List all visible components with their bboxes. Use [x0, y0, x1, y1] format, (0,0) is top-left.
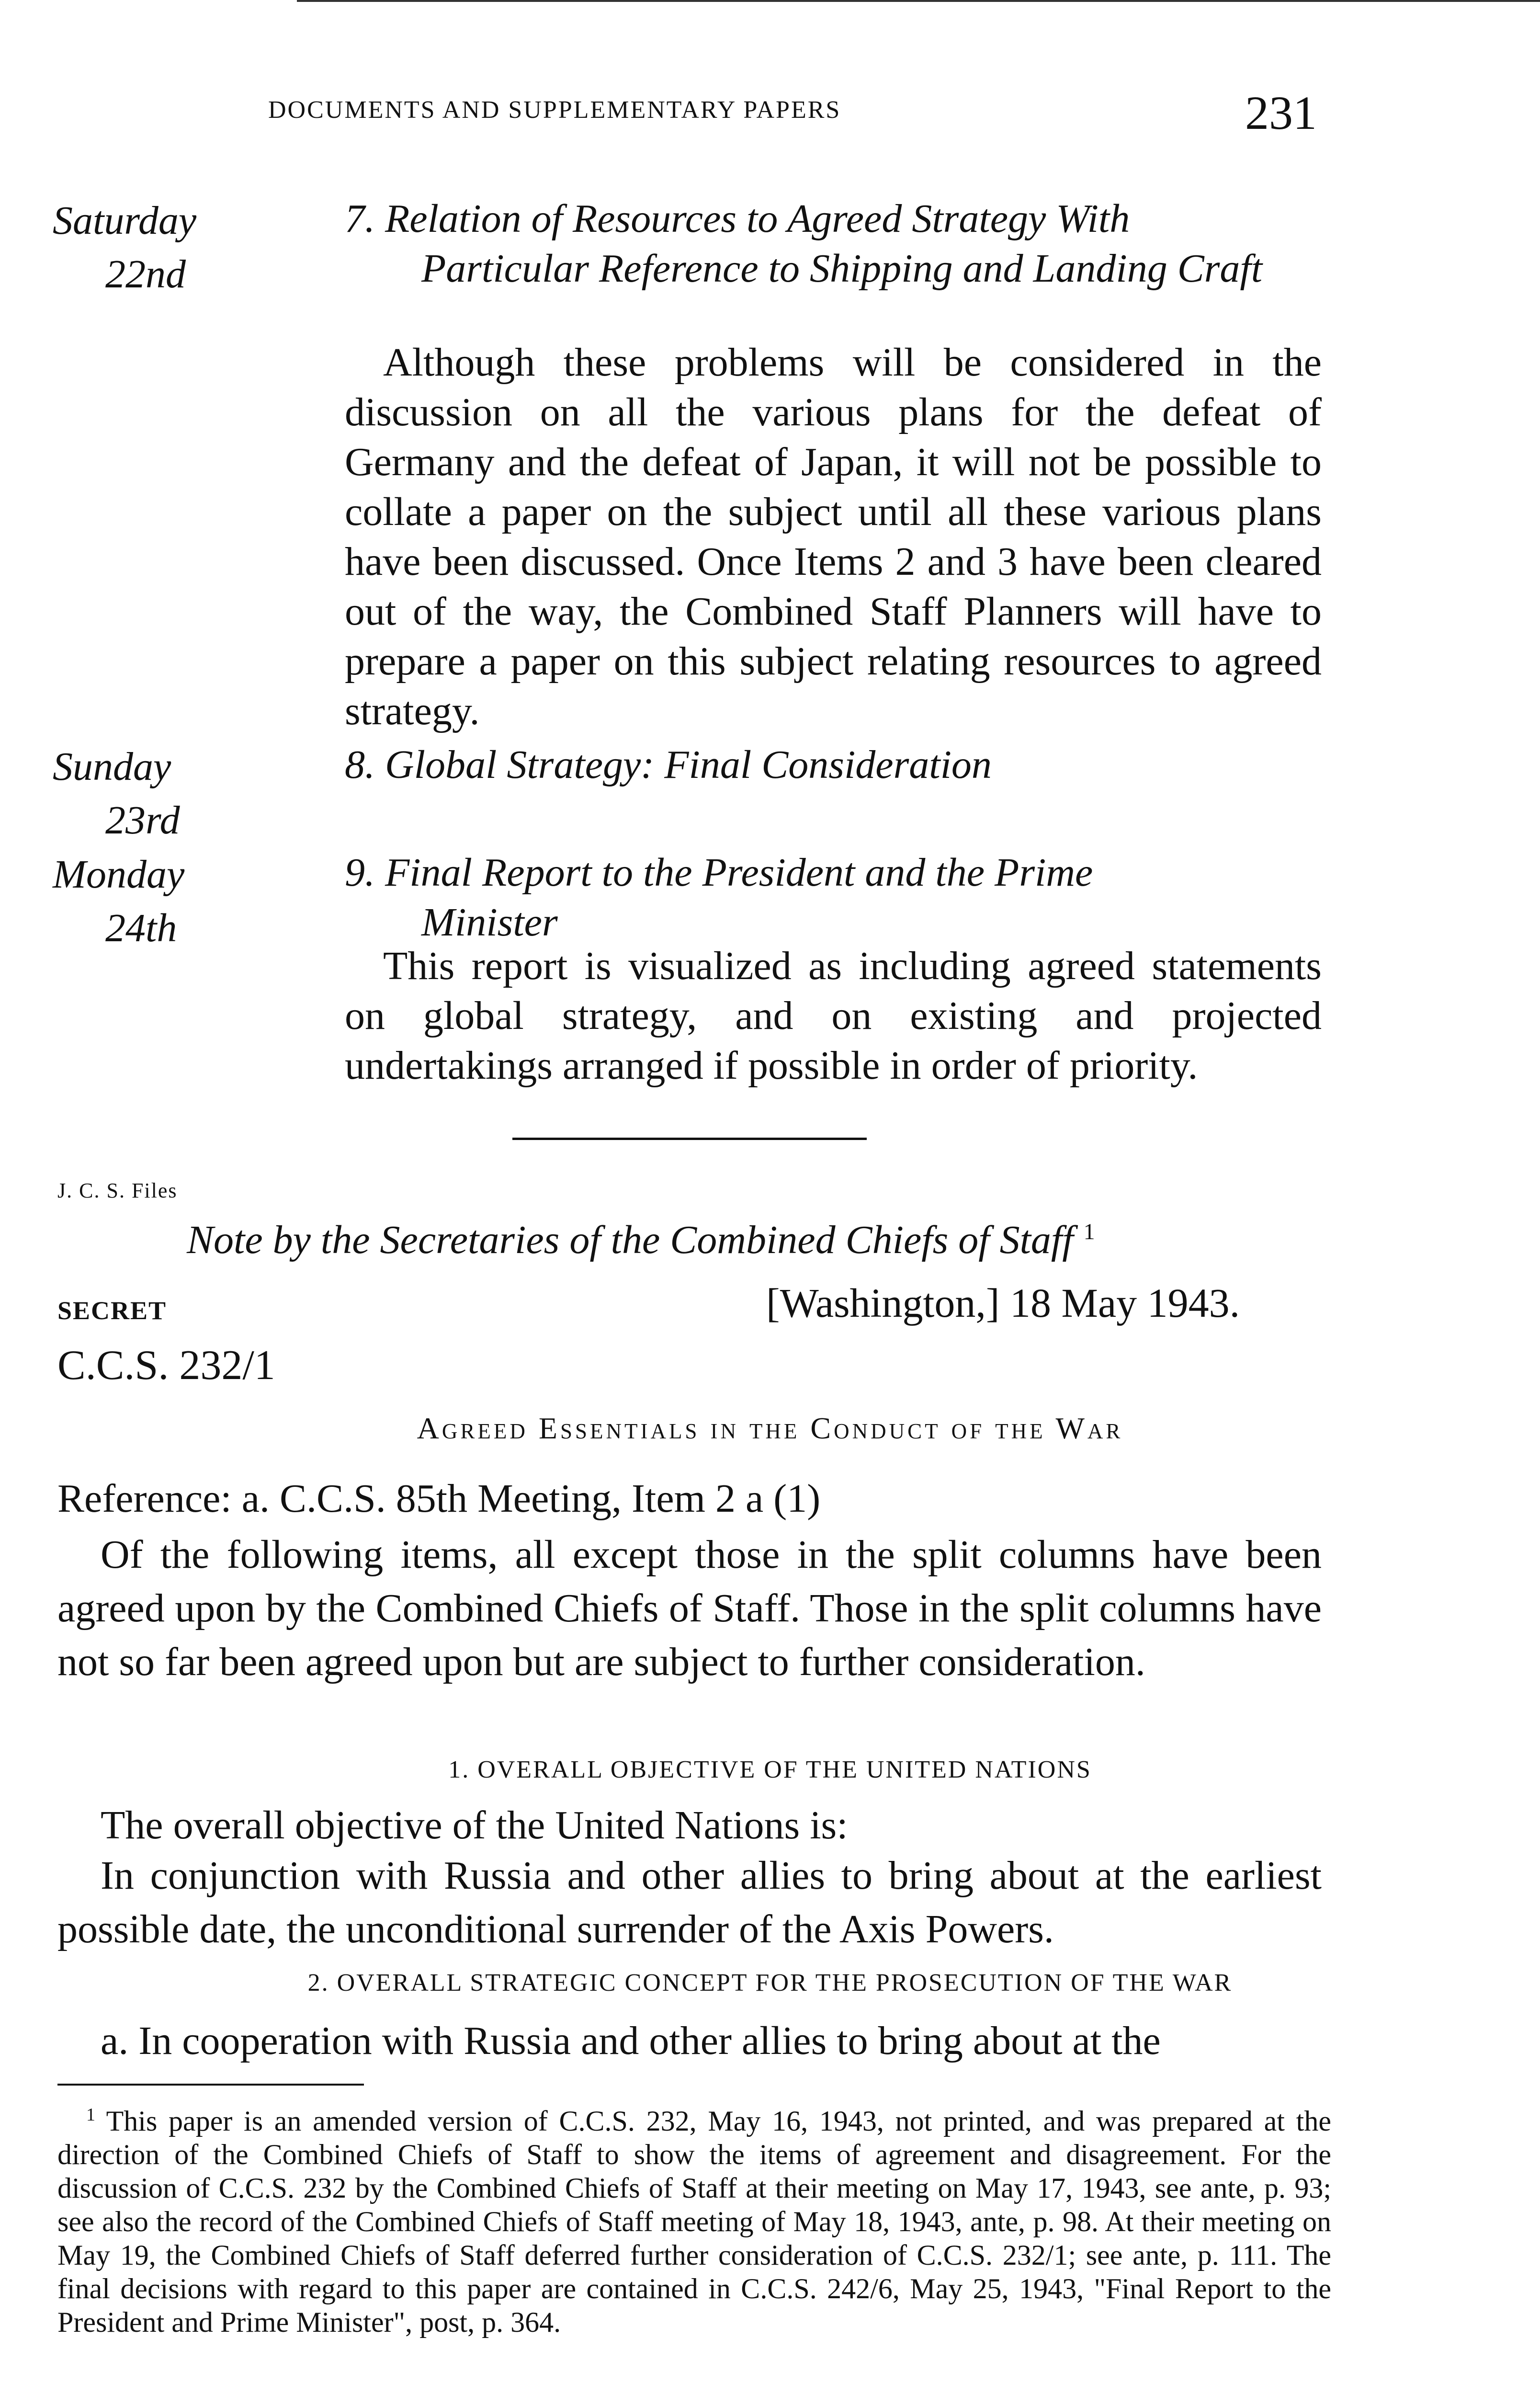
agenda-item-9-body: This report is visualized as including agreed statements on global strategy, and on existing and projected undertakings arranged if possible in order of priority.: [345, 944, 1322, 1088]
agenda-title-line: Final Report to the President and the Prime: [385, 850, 1093, 895]
margin-day: Sunday: [53, 744, 171, 789]
classification-label: SECRET: [57, 1296, 167, 1325]
margin-date-number: 23rd: [105, 798, 180, 843]
intro-paragraph: Of the following items, all except those in the split columns have been agreed upon by the Combined Chiefs of Staff. Those in the split columns have not so far been agreed upon but are subject to further consideration.: [57, 1532, 1322, 1684]
agenda-item-8-title: [345, 740, 1341, 790]
margin-date-sunday: [53, 740, 180, 847]
footnote-divider: [57, 2084, 364, 2086]
agenda-title-continuation: Particular Reference to Shipping and Landing Craft: [421, 246, 1263, 291]
agenda-item-9-title: [345, 848, 1341, 947]
section-heading-1: 1. OVERALL OBJECTIVE OF THE UNITED NATIONS: [448, 1756, 1092, 1783]
section-heading-2: 2. OVERALL STRATEGIC CONCEPT FOR THE PROSECUTION OF THE WAR: [307, 1969, 1233, 1996]
source-file-label: J. C. S. Files: [57, 1179, 178, 1202]
place-date: [Washington,] 18 May 1943.: [766, 1280, 1240, 1326]
margin-date-number: 22nd: [105, 252, 186, 297]
section-divider: [512, 1138, 867, 1140]
note-title-text: Note by the Secretaries of the Combined Chiefs of Staff: [187, 1218, 1074, 1262]
section-2-line-1: a. In cooperation with Russia and other allies to bring about at the: [101, 2019, 1161, 2063]
margin-day: Saturday: [53, 198, 197, 243]
agenda-item-number: 9.: [345, 850, 375, 895]
agenda-item-7-body: Although these problems will be considered in the discussion on all the various plans for the defeat of Germany and the defeat of Japan, it will not be possible to collate a paper on the subject until all these various plans have been discussed. Once Items 2 and 3 have been cleared out of the way, the Combined Staff Planners will have to prepare a paper on this subject relating resources to agreed strategy.: [345, 340, 1322, 733]
section-1-line-2: In conjunction with Russia and other allies to bring about at the earliest possible date, the unconditional surrender of the Axis Powers.: [57, 1853, 1322, 1951]
margin-date-saturday: [53, 194, 196, 301]
margin-day: Monday: [53, 852, 185, 897]
footnote-marker: 1: [86, 2105, 95, 2125]
reference-line: Reference: a. C.C.S. 85th Meeting, Item 2 a (1): [57, 1476, 821, 1521]
agenda-title-line: Relation of Resources to Agreed Strategy With: [385, 196, 1130, 241]
agenda-title-line: Global Strategy: Final Consideration: [385, 742, 992, 787]
document-number: C.C.S. 232/1: [57, 1342, 275, 1389]
footnote-text: This paper is an amended version of C.C.S. 232, May 16, 1943, not printed, and was prepared at the direction of the Combined Chiefs of Staff to show the items of agreement and disagreement. For the discussion of C.C.S. 232 by the Combined Chiefs of Staff at their meeting on May 17, 1943, see ante, p. 93; see also the record of the Combined Chiefs of Staff meeting of May 18, 1943, ante, p. 98. At their meeting on May 19, the Combined Chiefs of Staff deferred further consideration of C.C.S. 232/1; see ante, p. 111. The final decisions with regard to this paper are contained in C.C.S. 242/6, May 25, 1943, "Final Report to the President and Prime Minister", post, p. 364.: [57, 2105, 1331, 2338]
agenda-item-number: 8.: [345, 742, 375, 787]
note-title: [187, 1217, 1095, 1263]
agenda-item-7-title: [345, 194, 1341, 294]
document-heading: Agreed Essentials in the Conduct of the War: [417, 1411, 1123, 1445]
page-number: 231: [1245, 86, 1317, 139]
footnote-reference: 1: [1083, 1219, 1095, 1244]
section-1-line-1: The overall objective of the United Nations is:: [101, 1803, 848, 1848]
margin-date-monday: [53, 848, 184, 955]
top-border-line: [297, 0, 1540, 2]
footnote: [57, 2098, 1331, 2339]
agenda-item-number: 7.: [345, 196, 375, 241]
running-head: DOCUMENTS AND SUPPLEMENTARY PAPERS: [268, 96, 841, 124]
margin-date-number: 24th: [105, 906, 177, 950]
agenda-title-continuation: Minister: [421, 900, 558, 945]
